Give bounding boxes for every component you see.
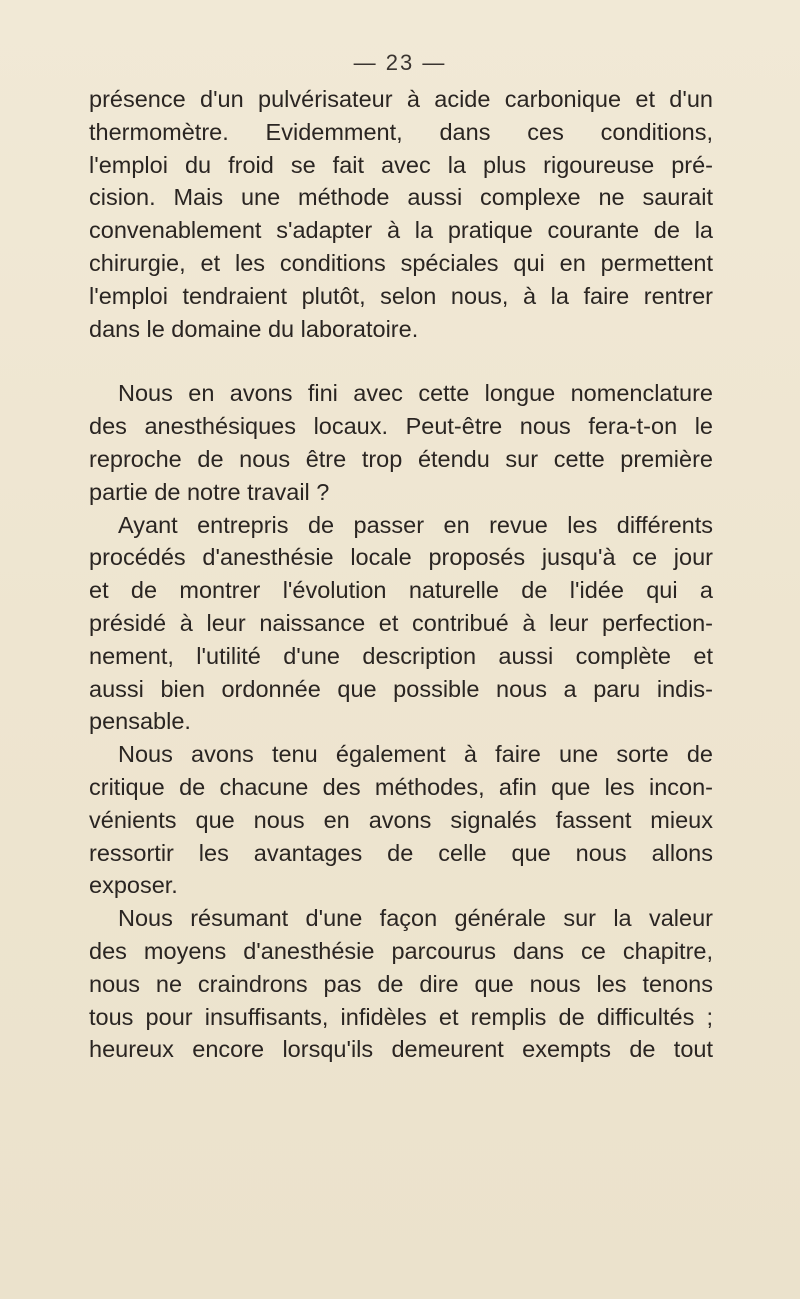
paragraph — [89, 902, 713, 1066]
text-line: Nous en avons fini avec cette longue nomenclature — [118, 380, 713, 407]
text-line: cision. Mais une méthode aussi complexe ne saurait — [89, 184, 713, 211]
text-line: présence d'un pulvérisateur à acide carbonique et d'un — [89, 86, 713, 112]
text-line: partie de notre travail ? — [89, 478, 330, 505]
paragraph — [89, 509, 713, 739]
paragraph — [89, 377, 713, 508]
text-line: des anesthésiques locaux. Peut-être nous fera-t-on le — [89, 413, 713, 440]
text-line: reproche de nous être trop étendu sur cette première — [89, 445, 713, 472]
text-line: exposer. — [89, 872, 178, 899]
text-line: thermomètre. Evidemment, dans ces conditions, — [89, 118, 713, 145]
text-line: heureux encore lorsqu'ils demeurent exempts de tout — [89, 1036, 713, 1063]
text-line: présidé à leur naissance et contribué à leur perfection- — [89, 609, 713, 636]
text-line: vénients que nous en avons signalés fassent mieux — [89, 806, 713, 833]
paragraph — [89, 83, 713, 345]
text-line: aussi bien ordonnée que possible nous a paru indis- — [89, 675, 713, 702]
text-line: nous ne craindrons pas de dire que nous les tenons — [89, 970, 713, 997]
paragraph-gap — [89, 345, 713, 377]
text-line: nement, l'utilité d'une description aussi complète et — [89, 642, 713, 669]
text-line: dans le domaine du laboratoire. — [89, 315, 419, 342]
text-line: chirurgie, et les conditions spéciales qui en permettent — [89, 249, 713, 276]
text-line: l'emploi tendraient plutôt, selon nous, à la faire rentrer — [89, 282, 713, 309]
text-line: l'emploi du froid se fait avec la plus rigoureuse pré- — [89, 151, 713, 178]
text-line: ressortir les avantages de celle que nous allons — [89, 839, 713, 866]
text-line: pensable. — [89, 708, 191, 735]
text-line: des moyens d'anesthésie parcourus dans ce chapitre, — [89, 937, 713, 964]
paragraph — [89, 738, 713, 902]
text-line: Nous avons tenu également à faire une sorte de — [118, 741, 713, 768]
text-line: tous pour insuffisants, infidèles et remplis de difficultés ; — [89, 1003, 713, 1030]
text-line: et de montrer l'évolution naturelle de l'idée qui a — [89, 577, 713, 604]
text-line: Nous résumant d'une façon générale sur la valeur — [118, 905, 713, 932]
text-line: critique de chacune des méthodes, afin que les incon- — [89, 773, 713, 800]
text-line: procédés d'anesthésie locale proposés jusqu'à ce jour — [89, 544, 713, 571]
body-text — [89, 83, 713, 1066]
page-number: — 23 — — [353, 50, 447, 75]
text-line: convenablement s'adapter à la pratique courante de la — [89, 217, 713, 244]
text-line: Ayant entrepris de passer en revue les différents — [118, 511, 713, 538]
